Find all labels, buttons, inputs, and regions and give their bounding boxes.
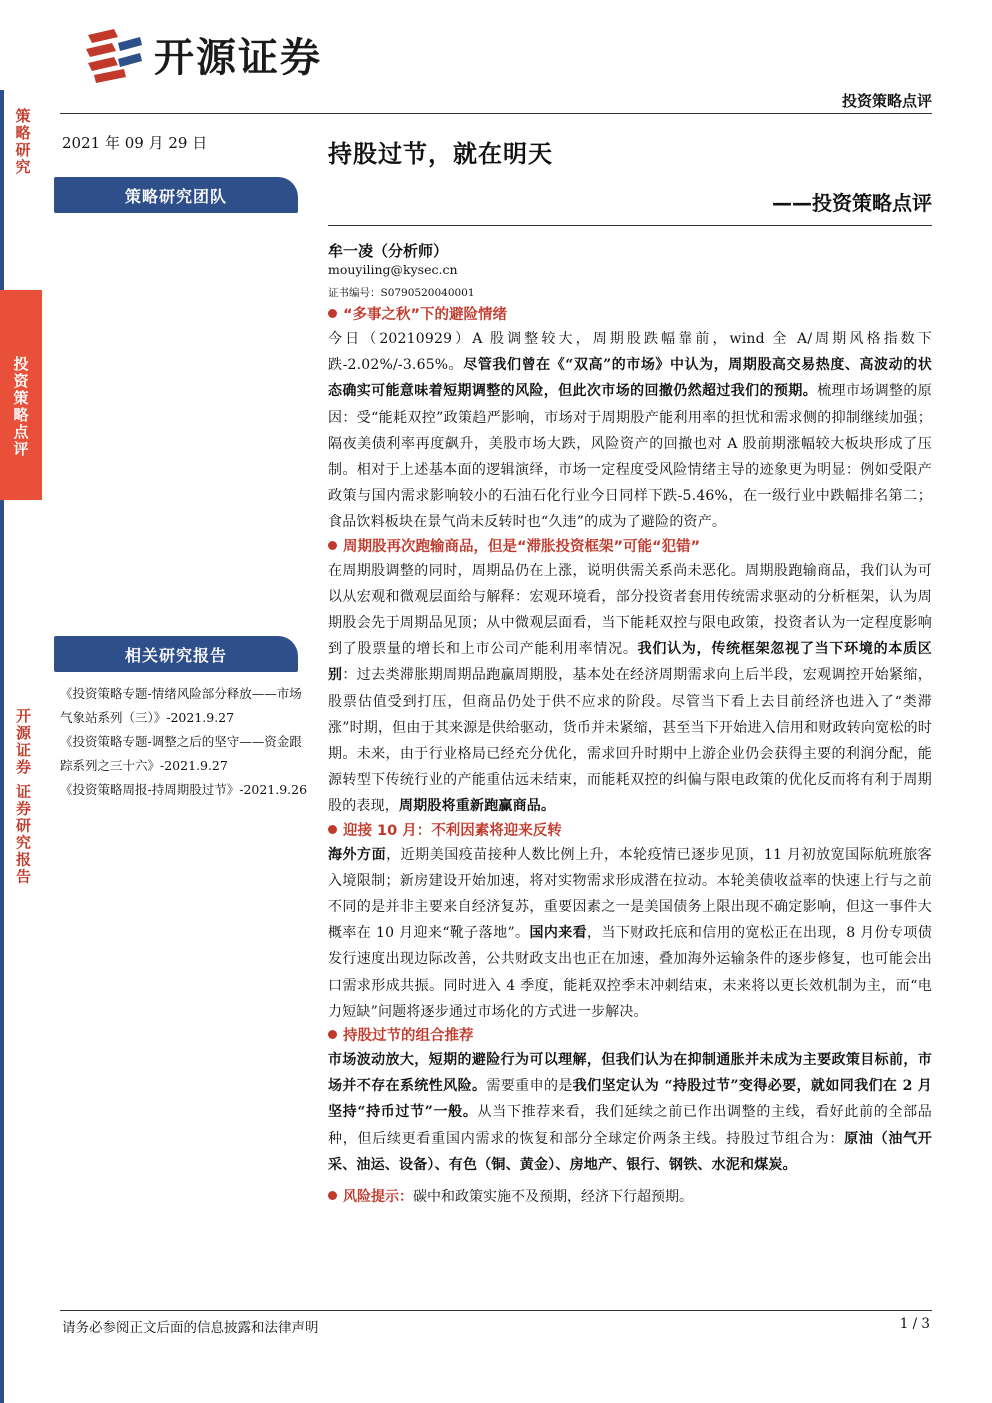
section-heading: 迎接 10 月：不利因素将迎来反转 [328, 820, 932, 842]
related-reports-heading: 相关研究报告 [54, 636, 298, 672]
analyst-cert: 证书编号：S0790520040001 [328, 287, 475, 299]
side-tab-securities-report [0, 500, 42, 1403]
bullet-icon [328, 309, 337, 318]
bullet-icon [328, 1030, 337, 1039]
title-divider [328, 225, 932, 226]
side-tab-label: 开源证券 证券研究报告 [14, 708, 32, 886]
bullet-icon [328, 541, 337, 550]
section-paragraph: 今日（20210929）A 股调整较大，周期股跌幅靠前，wind 全 A/周期风格指数下跌-2.02%/-3.65%。尽管我们曾在《“双高”的市场》中认为，周期股高交易热度、高波动的状态确实可能意味着短期调整的风险，但此次市场的回撤仍然超过我们的预期。梳理市场调整的原因：受“能耗双控”政策趋严影响，市场对于周期股产能利用率的担忧和需求侧的抑制继续加强；隔夜美债利率再度飙升，美股市场大跌，风险资产的回撤也对 A 股前期涨幅较大板块形成了压制。相对于上述基本面的逻辑演绎，市场一定程度受风险情绪主导的迹象更为明显：例如受限产政策与国内需求影响较小的石油石化行业今日同样下跌-5.46%，在一级行业中跌幅排名第二；食品饮料板块在景气尚未反转时也“久违”的成为了避险的资产。 [328, 331, 932, 531]
footer-disclaimer: 请务必参阅正文后面的信息披露和法律声明 [62, 1320, 319, 1336]
header-divider [60, 113, 932, 114]
section-heading: “多事之秋”下的避险情绪 [328, 304, 932, 326]
footer-divider [60, 1310, 932, 1311]
brand-mark-icon [84, 27, 144, 83]
section-paragraph: 市场波动放大，短期的避险行为可以理解，但我们认为在抑制通胀并未成为主要政策目标前，市场并不存在系统性风险。需要重申的是我们坚定认为 “持股过节”变得必要，就如同我们在 2 月坚持“持币过节”一般。从当下推荐来看，我们延续之前已作出调整的主线，看好此前的全部品种，但后续更看重国内需求的恢复和部分全球定价两条主线。持股过节组合为：原油（油气开采、油运、设备）、有色（铜、黄金）、房地产、银行、钢铁、水泥和煤炭。 [328, 1052, 933, 1173]
related-reports-list [60, 682, 310, 802]
side-tab-strategy-research [0, 90, 42, 290]
header-report-type: 投资策略点评 [841, 92, 932, 110]
section-heading: 周期股再次跑输商品，但是“滞胀投资框架”可能“犯错” [328, 536, 932, 558]
bullet-icon [328, 1191, 337, 1200]
page-subtitle: ——投资策略点评 [772, 191, 932, 215]
report-body [328, 304, 932, 1210]
page-title: 持股过节，就在明天 [328, 140, 553, 168]
brand-logo [84, 26, 322, 83]
side-tab-label: 策略研究 [13, 108, 32, 176]
side-tab-investment-strategy [0, 290, 42, 500]
brand-name: 开源证券 [154, 35, 322, 81]
related-report-item[interactable]: 《投资策略专题-调整之后的坚守——资金跟踪系列之三十六》-2021.9.27 [60, 734, 302, 773]
side-tab-label: 投资策略点评 [11, 356, 30, 458]
bullet-icon [328, 825, 337, 834]
analyst-email[interactable]: mouyiling@kysec.cn [328, 262, 458, 277]
report-date: 2021 年 09 月 29 日 [62, 134, 208, 152]
analyst-name: 牟一凌（分析师） [328, 242, 449, 260]
related-report-item[interactable]: 《投资策略周报-持周期股过节》-2021.9.26 [60, 782, 308, 797]
section-paragraph: 在周期股调整的同时，周期品仍在上涨，说明供需关系尚未恶化。周期股跑输商品，我们认为可以从宏观和微观层面给与解释：宏观环境看，部分投资者套用传统需求驱动的分析框架，认为周期股会先于周期品见顶；从中微观层面看，当下能耗双控与限电政策，投资者认为一定程度影响到了股票量的增长和上市公司产能利用率情况。我们认为，传统框架忽视了当下环境的本质区别：过去类滞胀期周期品跑赢周期股，基本处在经济周期需求向上后半段，宏观调控开始紧缩，股票估值受到打压，但商品仍处于供不应求的阶段。尽管当下看上去目前经济也进入了“类滞涨”时期，但由于其来源是供给驱动，货币并未紧缩，甚至当下开始进入信用和财政转向宽松的时期。未来，由于行业格局已经充分优化，需求回升时期中上游企业仍会获得主要的利润分配，能源转型下传统行业的产能重估远未结束，而能耗双控的纠偏与限电政策的优化反而将有利于周期股的表现，周期股将重新跑赢商品。 [328, 562, 933, 815]
risk-notice: 风险提示：碳中和政策实施不及预期，经济下行超预期。 [328, 1184, 932, 1210]
page-number: 1 / 3 [899, 1316, 930, 1332]
related-report-item[interactable]: 《投资策略专题-情绪风险部分释放——市场气象站系列（三）》-2021.9.27 [60, 686, 302, 725]
team-label: 策略研究团队 [54, 177, 298, 213]
section-paragraph: 海外方面，近期美国疫苗接种人数比例上升，本轮疫情已逐步见顶，11 月初放宽国际航班旅客入境限制；新房建设开始加速，将对实物需求形成潜在拉动。本轮美债收益率的快速上行与之前不同的是并非主要来自经济复苏，重要因素之一是美国债务上限出现不确定影响，但这一事件大概率在 10 月迎来“靴子落地”。国内来看，当下财政托底和信用的宽松正在出现，8 月份专项债发行速度出现边际改善，公共财政支出也正在加速，叠加海外运输条件的逐步修复，也可能会出口需求形成共振。同时进入 4 季度，能耗双控季末冲刺结束，未来将以更长效机制为主，而“电力短缺”问题将逐步通过市场化的方式进一步解决。 [328, 846, 932, 1020]
section-heading: 持股过节的组合推荐 [328, 1025, 932, 1047]
